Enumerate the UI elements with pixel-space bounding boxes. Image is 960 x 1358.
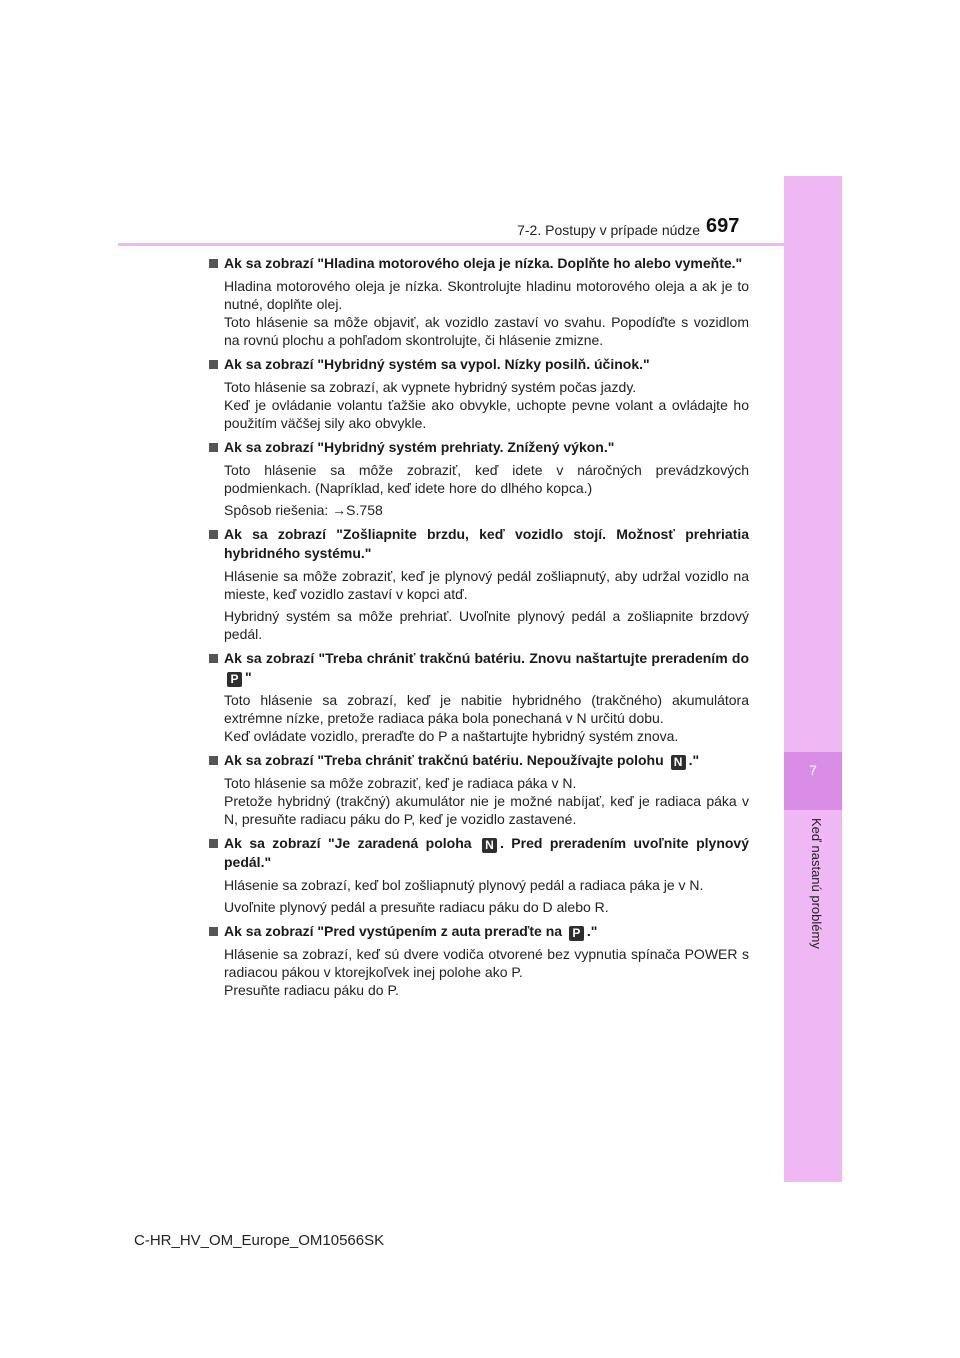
document-code: C-HR_HV_OM_Europe_OM10566SK [134,1232,385,1249]
section-title: 7-2. Postupy v prípade núdze [517,222,700,238]
message-item [209,922,749,999]
message-paragraph: Keď ovládate vozidlo, preraďte do P a naštartujte hybridný systém znova. [224,728,679,744]
message-item [209,525,749,643]
message-paragraph: Toto hlásenie sa môže zobraziť, keď je radiaca páka v N. [224,775,577,791]
message-paragraph: Hlásenie sa zobrazí, keď sú dvere vodiča otvorené bez vypnutia spínača POWER s radiacou pákou v ktorejkoľvek inej polohe ako P. [224,946,749,980]
header-rule [118,243,784,246]
square-bullet-icon [209,530,218,539]
message-item [209,834,749,916]
message-paragraph: Toto hlásenie sa zobrazí, keď je nabitie hybridného (trakčného) akumulátora extrémne nízke, pretože radiaca páka bola ponechaná v N určitú dobu. [224,692,749,726]
square-bullet-icon [209,927,218,936]
message-paragraph: Keď je ovládanie volantu ťažšie ako obvykle, uchopte pevne volant a ovládajte ho použitím väčšej sily ako obvykle. [224,397,749,431]
message-heading: Ak sa zobrazí "Pred vystúpením z auta preraďte na P ." [209,922,749,941]
gear-n-icon: N [671,755,686,770]
cross-reference[interactable]: Spôsob riešenia: →S.758 [224,502,383,518]
message-item [209,751,749,828]
message-paragraph: Hladina motorového oleja je nízka. Skontrolujte hladinu motorového oleja a ak je to nutné, doplňte olej. [224,278,749,312]
chapter-number: 7 [809,762,817,778]
square-bullet-icon [209,259,218,268]
gear-p-icon: P [569,926,584,941]
square-bullet-icon [209,443,218,452]
message-heading: Ak sa zobrazí "Treba chrániť trakčnú batériu. Nepoužívajte polohu N ." [209,751,749,770]
chapter-title: Keď nastanú problémy [809,818,824,949]
message-paragraph: Pretože hybridný (trakčný) akumulátor nie je možné nabíjať, keď je radiaca páka v N, presuňte radiacu páku do P, keď je vozidlo zastavené. [224,793,749,827]
message-paragraph: Hlásenie sa môže zobraziť, keď je plynový pedál zošliapnutý, aby udržal vozidlo na mieste, keď vozidlo zastaví v kopci atď. [224,568,749,602]
message-list [209,254,749,1005]
message-paragraph: Hlásenie sa zobrazí, keď bol zošliapnutý plynový pedál a radiaca páka je v N. [224,877,704,893]
message-paragraph: Presuňte radiacu páku do P. [224,982,399,998]
chapter-number-block [784,752,842,810]
message-heading: Ak sa zobrazí "Je zaradená poloha N . Pred preradením uvoľnite plynový pedál." [209,834,749,872]
gear-p-icon: P [227,672,242,687]
square-bullet-icon [209,360,218,369]
square-bullet-icon [209,839,218,848]
message-heading: Ak sa zobrazí "Zošliapnite brzdu, keď vozidlo stojí. Možnosť prehriatia hybridného systému." [209,525,749,563]
message-heading: Ak sa zobrazí "Hybridný systém sa vypol. Nízky posilň. účinok." [209,355,749,374]
square-bullet-icon [209,654,218,663]
message-paragraph: Hybridný systém sa môže prehriať. Uvoľnite plynový pedál a zošliapnite brzdový pedál. [224,608,749,642]
message-heading: Ak sa zobrazí "Hybridný systém prehriaty. Znížený výkon." [209,438,749,457]
message-heading: Ak sa zobrazí "Hladina motorového oleja je nízka. Doplňte ho alebo vymeňte." [209,254,749,273]
message-paragraph: Uvoľnite plynový pedál a presuňte radiacu páku do D alebo R. [224,899,609,915]
square-bullet-icon [209,756,218,765]
message-heading: Ak sa zobrazí "Treba chrániť trakčnú batériu. Znovu naštartujte preradením do P " [209,649,749,687]
chapter-side-tab [784,176,842,1182]
message-item [209,649,749,745]
message-paragraph: Toto hlásenie sa môže zobraziť, keď idete v náročných prevádzkových podmienkach. (Napríklad, keď idete hore do dlhého kopca.) [224,462,749,496]
gear-n-icon: N [482,838,497,853]
message-item [209,254,749,349]
message-item [209,355,749,432]
page-number: 697 [706,215,740,237]
message-paragraph: Toto hlásenie sa môže objaviť, ak vozidlo zastaví vo svahu. Popodíďte s vozidlom na rovnú plochu a pohľadom skontrolujte, či hlásenie zmizne. [224,314,749,348]
message-paragraph: Toto hlásenie sa zobrazí, ak vypnete hybridný systém počas jazdy. [224,379,637,395]
message-item [209,438,749,519]
